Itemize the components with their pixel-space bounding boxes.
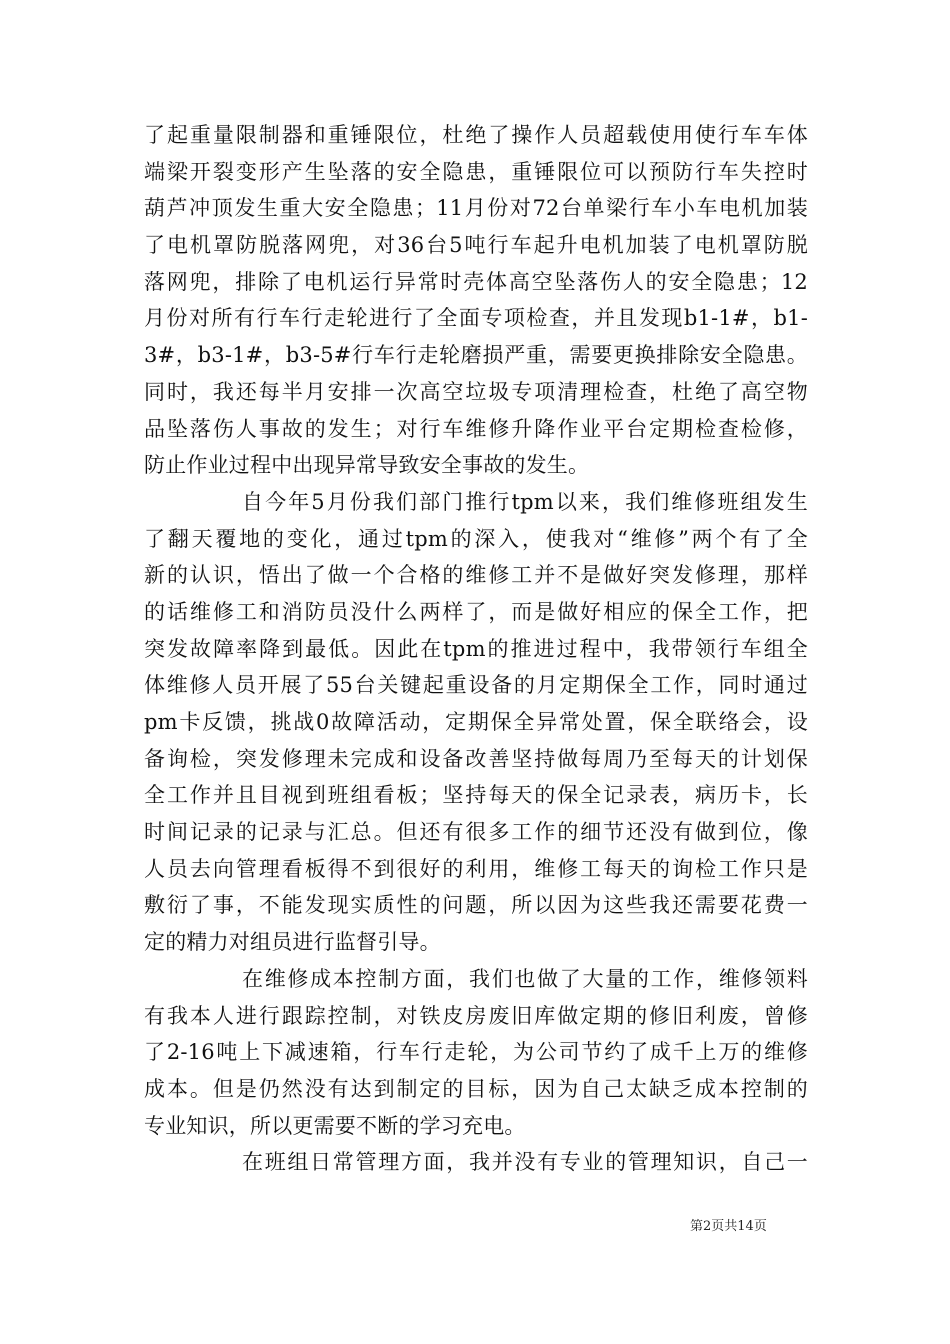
text-line: 的话维修工和消防员没什么两样了，而是做好相应的保全工作，把 <box>144 599 808 624</box>
text-line: 备询检，突发修理未完成和设备改善坚持做每周乃至每天的计划保 <box>144 746 808 771</box>
paragraph-first-line: 在维修成本控制方面，我们也做了大量的工作，维修领料 <box>242 966 808 991</box>
text-line: 敷衍了事，不能发现实质性的问题，所以因为这些我还需要花费一 <box>144 893 808 918</box>
text-line: 了起重量限制器和重锤限位，杜绝了操作人员超载使用使行车车体 <box>144 123 808 147</box>
text-line: 落网兜，排除了电机运行异常时壳体高空坠落伤人的安全隐患；12 <box>144 269 808 294</box>
text-line: 有我本人进行跟踪控制，对铁皮房废旧库做定期的修旧利废，曾修 <box>144 1003 808 1028</box>
text-line: 了2-16吨上下减速箱，行车行走轮，为公司节约了成千上万的维修 <box>144 1040 808 1065</box>
text-line: 全工作并且目视到班组看板；坚持每天的保全记录表，病历卡，长 <box>144 783 808 808</box>
text-line: 人员去向管理看板得不到很好的利用，维修工每天的询检工作只是 <box>144 856 808 881</box>
page-number-footer: 第2页共14页 <box>690 1219 767 1234</box>
text-line: 突发故障率降到最低。因此在tpm的推进过程中，我带领行车组全 <box>144 636 808 661</box>
text-line: pm卡反馈，挑战0故障活动，定期保全异常处置，保全联络会，设 <box>144 710 808 734</box>
text-line: 葫芦冲顶发生重大安全隐患；11月份对72台单梁行车小车电机加装 <box>144 196 808 221</box>
text-line: 端梁开裂变形产生坠落的安全隐患，重锤限位可以预防行车失控时 <box>144 159 808 184</box>
text-line: 了电机罩防脱落网兜，对36台5吨行车起升电机加装了电机罩防脱 <box>144 233 808 258</box>
text-line: 成本。但是仍然没有达到制定的目标，因为自己太缺乏成本控制的 <box>144 1076 808 1101</box>
paragraph-first-line: 自今年5月份我们部门推行tpm以来，我们维修班组发生 <box>242 489 808 514</box>
text-line: 月份对所有行车行走轮进行了全面专项检查，并且发现b1-1#，b1- <box>144 306 808 331</box>
text-line: 新的认识，悟出了做一个合格的维修工并不是做好突发修理，那样 <box>144 563 808 588</box>
body-text <box>144 117 808 1181</box>
text-line: 定的精力对组员进行监督引导。 <box>144 930 441 955</box>
text-line: 同时，我还每半月安排一次高空垃圾专项清理检查，杜绝了高空物 <box>144 379 808 404</box>
text-line: 3#，b3-1#，b3-5#行车行走轮磨损严重，需要更换排除安全隐患。 <box>144 343 808 368</box>
paragraph-first-line: 在班组日常管理方面，我并没有专业的管理知识，自己一 <box>242 1150 808 1175</box>
text-line: 品坠落伤人事故的发生；对行车维修升降作业平台定期检查检修， <box>144 416 808 441</box>
text-line: 了翻天覆地的变化，通过tpm的深入，使我对“维修”两个有了全 <box>144 526 808 551</box>
text-line: 时间记录的记录与汇总。但还有很多工作的细节还没有做到位，像 <box>144 820 808 845</box>
text-line: 防止作业过程中出现异常导致安全事故的发生。 <box>144 453 590 478</box>
text-line: 专业知识，所以更需要不断的学习充电。 <box>144 1113 526 1138</box>
text-line: 体维修人员开展了55台关键起重设备的月定期保全工作，同时通过 <box>144 673 808 698</box>
